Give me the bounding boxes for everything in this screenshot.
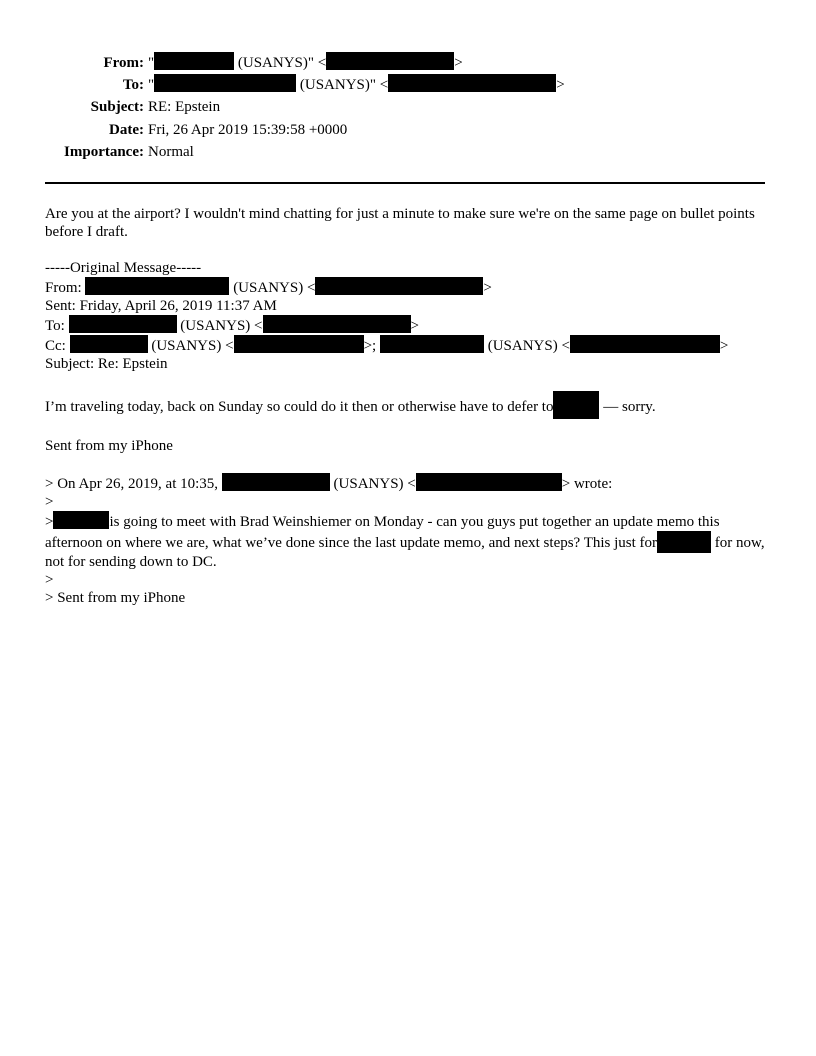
original-cc-line: Cc: (USANYS) < >; (USANYS) < >: [45, 335, 767, 355]
original-message-divider: -----Original Message-----: [45, 260, 202, 276]
to-label: To:: [122, 77, 144, 94]
date-label: Date:: [109, 121, 144, 138]
header-divider: [45, 182, 765, 184]
redacted-name: [380, 335, 484, 353]
to-value: " (USANYS)" < >: [148, 74, 565, 96]
redacted-name: [85, 277, 229, 295]
original-subject-line: Subject: Re: Epstein: [45, 356, 168, 372]
redacted-email: [234, 335, 364, 353]
redacted-name: [69, 315, 177, 333]
quoted-header-line: > On Apr 26, 2019, at 10:35, (USANYS) < > wrote:: [45, 473, 767, 493]
quoted-message-text: > is going to meet with Brad Weinshiemer on Monday - can you guys put together an update memo this afternoon on where we are, what we’ve done since the last update memo, and next steps? This just for for now, not for sending down to DC.: [45, 511, 767, 571]
redacted-name: [154, 74, 296, 92]
from-row: [0, 52, 816, 74]
redacted-name: [553, 391, 599, 419]
message-signature: Sent from my iPhone: [45, 438, 173, 454]
redacted-email: [315, 277, 483, 295]
redacted-email: [388, 74, 556, 92]
date-row: [0, 119, 816, 141]
to-row: [0, 74, 816, 96]
redacted-name: [222, 473, 330, 491]
redacted-email: [416, 473, 562, 491]
importance-label: Importance:: [64, 143, 144, 160]
from-label: From:: [103, 55, 144, 71]
quoted-signature: > Sent from my iPhone: [45, 590, 186, 606]
subject-label: Subject:: [90, 99, 144, 116]
redacted-email: [570, 335, 720, 353]
importance-row: [0, 141, 816, 163]
original-to-line: To: (USANYS) < >: [45, 315, 767, 335]
redacted-email: [263, 315, 411, 333]
from-value: " (USANYS)" < >: [148, 52, 463, 74]
original-sent-line: Sent: Friday, April 26, 2019 11:37 AM: [45, 298, 277, 314]
subject-row: [0, 96, 816, 118]
original-from-line: From: (USANYS) < >: [45, 277, 767, 297]
importance-value: Normal: [148, 143, 194, 160]
reply-text: Are you at the airport? I wouldn't mind chatting for just a minute to make sure we're on the same page on bullet points before I draft.: [45, 206, 755, 240]
email-body: [45, 205, 767, 607]
email-header: [0, 52, 816, 163]
redacted-name: [657, 531, 711, 553]
redacted-name: [70, 335, 148, 353]
message-text: I’m traveling today, back on Sunday so could do it then or otherwise have to defer to — sorry.: [45, 391, 767, 419]
quoted-blank-line: >: [45, 494, 54, 510]
subject-value: RE: Epstein: [148, 99, 221, 116]
redacted-name: [53, 511, 109, 529]
redacted-email: [326, 52, 454, 70]
redacted-name: [154, 52, 234, 70]
quoted-blank-line: >: [45, 572, 54, 588]
date-value: Fri, 26 Apr 2019 15:39:58 +0000: [148, 121, 348, 138]
